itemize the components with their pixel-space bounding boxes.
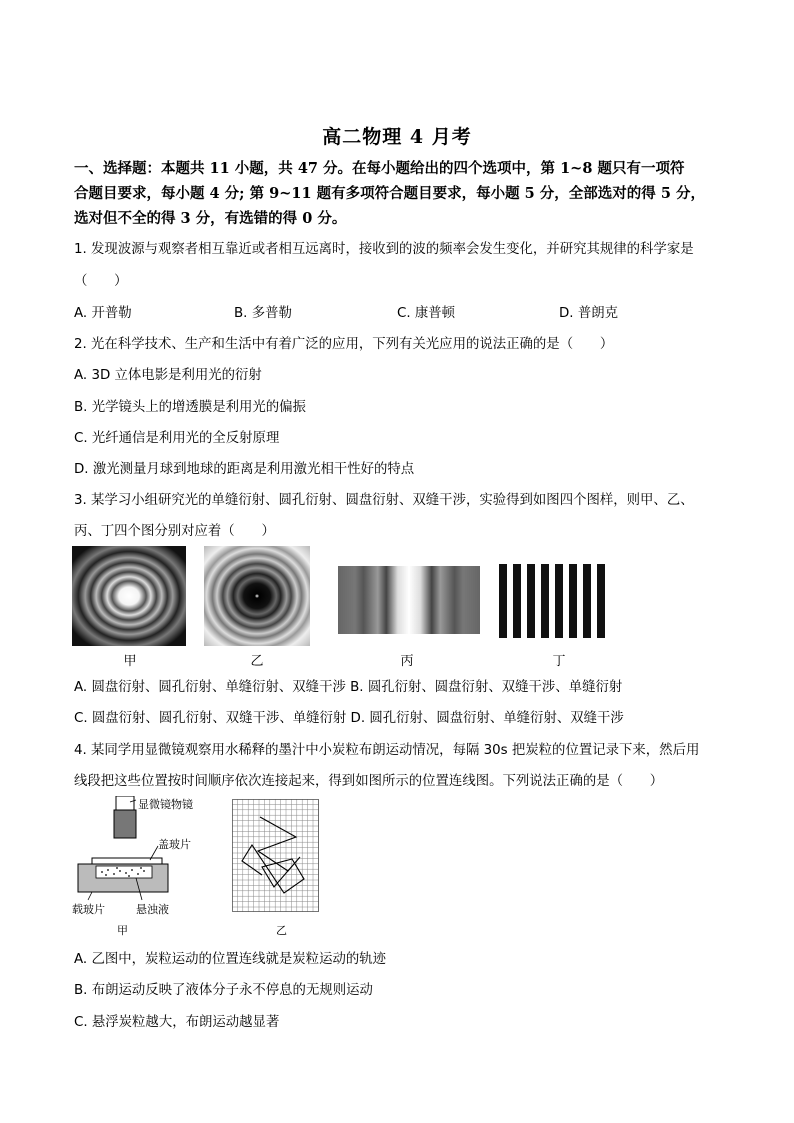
section-line-3: 选对但不全的得 3 分，有选错的得 0 分。: [74, 210, 347, 227]
q1-option-a: A. 开普勒: [74, 306, 132, 321]
q4-option-c: C. 悬浮炭粒越大，布朗运动越显著: [74, 1015, 280, 1030]
q1-option-b: B. 多普勒: [234, 306, 292, 321]
q3-stem-2: 丙、丁四个图分别对应着（ ）: [74, 524, 275, 539]
label-liquid: 悬浊液: [136, 903, 169, 916]
pattern-ding-image: [499, 564, 605, 638]
q1-option-d: D. 普朗克: [559, 306, 618, 321]
q2-stem: 2. 光在科学技术、生产和生活中有着广泛的应用，下列有关光应用的说法正确的是（ ）: [74, 337, 614, 352]
caption-jia: 甲: [123, 654, 137, 669]
label-objective: 显微镜物镜: [138, 798, 193, 811]
q1-option-c: C. 康普顿: [397, 306, 456, 321]
q3-options-row-2: C. 圆盘衍射、圆孔衍射、双缝干涉、单缝衍射 D. 圆孔衍射、圆盘衍射、单缝衍射、双缝干涉: [74, 711, 624, 726]
q4-stem-2: 线段把这些位置按时间顺序依次连接起来，得到如图所示的位置连线图。下列说法正确的是（ ）: [74, 774, 664, 789]
pattern-yi-image: [204, 546, 310, 646]
q2-option-c: C. 光纤通信是利用光的全反射原理: [74, 431, 280, 446]
section-line-1: 一、选择题：本题共 11 小题，共 47 分。在每小题给出的四个选项中，第 1~8 题只有一项符: [74, 160, 685, 177]
section-heading: [74, 156, 724, 231]
caption-bing: 丙: [400, 654, 414, 669]
section-line-2: 合题目要求，每小题 4 分; 第 9~11 题有多项符合题目要求，每小题 5 分，全部选对的得 5 分，: [74, 185, 705, 202]
caption-ding: 丁: [552, 654, 566, 669]
label-cover-slip: 盖玻片: [158, 838, 191, 851]
q4-option-b: B. 布朗运动反映了液体分子永不停息的无规则运动: [74, 983, 373, 998]
q2-option-d: D. 激光测量月球到地球的距离是利用激光相干性好的特点: [74, 462, 415, 477]
label-slide: 载玻片: [72, 903, 105, 916]
fig-caption-yi: 乙: [276, 924, 287, 937]
q3-stem-1: 3. 某学习小组研究光的单缝衍射、圆孔衍射、圆盘衍射、双缝干涉，实验得到如图四个图样，则甲、乙、: [74, 493, 694, 508]
q2-option-b: B. 光学镜头上的增透膜是利用光的偏振: [74, 400, 306, 415]
q4-option-a: A. 乙图中，炭粒运动的位置连线就是炭粒运动的轨迹: [74, 952, 387, 967]
pattern-jia-image: [72, 546, 186, 646]
page-title: 高二物理 4 月考: [322, 126, 472, 148]
q3-options-row-1: A. 圆盘衍射、圆孔衍射、单缝衍射、双缝干涉 B. 圆孔衍射、圆盘衍射、双缝干涉、单缝衍射: [74, 680, 623, 695]
fig-caption-jia: 甲: [117, 924, 128, 937]
pattern-bing-image: [338, 566, 480, 634]
q1-stem-2: （ ）: [74, 274, 128, 289]
q2-option-a: A. 3D 立体电影是利用光的衍射: [74, 368, 262, 383]
brownian-grid-diagram: [232, 799, 319, 912]
q1-stem-1: 1. 发现波源与观察者相互靠近或者相互远离时，接收到的波的频率会发生变化，并研究其规律的科学家是: [74, 242, 694, 257]
q4-stem-1: 4. 某同学用显微镜观察用水稀释的墨汁中小炭粒布朗运动情况，每隔 30s 把炭粒的位置记录下来，然后用: [74, 743, 700, 758]
caption-yi: 乙: [250, 654, 264, 669]
